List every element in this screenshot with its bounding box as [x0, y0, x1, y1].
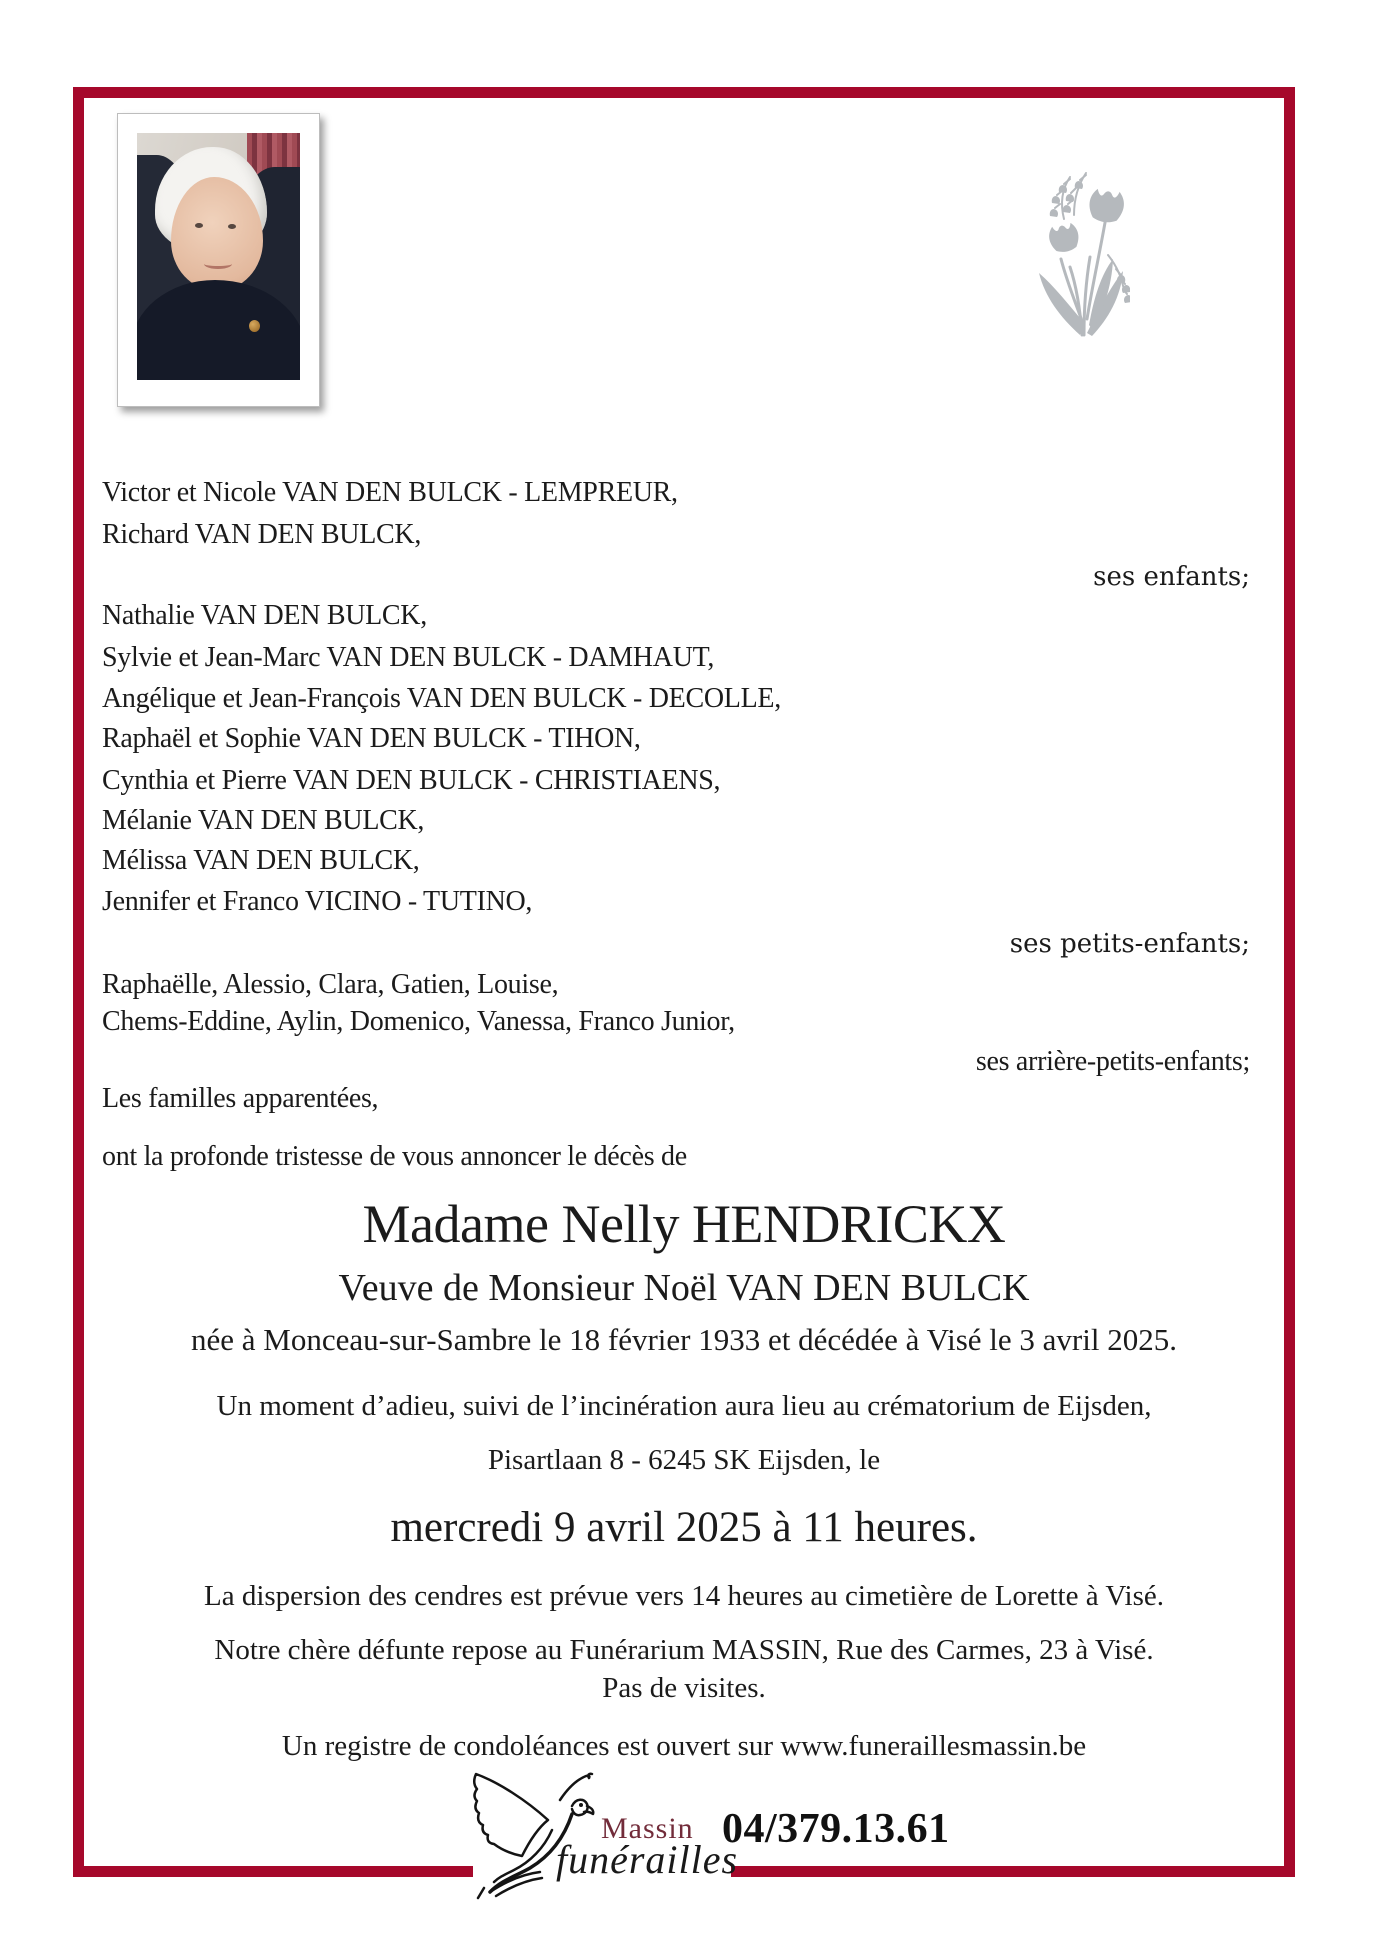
phone-number: 04/379.13.61 — [722, 1806, 950, 1852]
family-line: Richard VAN DEN BULCK, — [102, 519, 422, 550]
relation-label-grandchildren: ses petits-enfants; — [1009, 929, 1250, 959]
ceremony-intro-line: Un moment d’adieu, suivi de l’incinération aura lieu au crématorium de Eijsden, — [216, 1390, 1152, 1422]
brand-subtitle: funérailles — [556, 1837, 739, 1882]
family-line: Mélissa VAN DEN BULCK, — [102, 845, 420, 876]
family-line: Mélanie VAN DEN BULCK, — [102, 805, 425, 836]
family-line: Raphaël et Sophie VAN DEN BULCK - TIHON, — [102, 723, 641, 754]
family-line: Cynthia et Pierre VAN DEN BULCK - CHRISTIAENS, — [102, 765, 721, 796]
family-line: Jennifer et Franco VICINO - TUTINO, — [102, 886, 533, 917]
family-line: Victor et Nicole VAN DEN BULCK - LEMPREUR, — [102, 477, 678, 508]
family-line: Chems-Eddine, Aylin, Domenico, Vanessa, Franco Junior, — [102, 1006, 735, 1037]
brand-name: Massin — [601, 1812, 694, 1845]
family-line: Nathalie VAN DEN BULCK, — [102, 600, 427, 631]
photo-image — [137, 133, 300, 380]
family-line: Sylvie et Jean-Marc VAN DEN BULCK - DAMHAUT, — [102, 642, 715, 673]
announcement-intro-line: ont la profonde tristesse de vous annoncer le décès de — [102, 1141, 687, 1172]
visits-line: Pas de visites. — [602, 1672, 766, 1704]
photo-brooch — [249, 320, 260, 332]
repose-line: Notre chère défunte repose au Funérarium MASSIN, Rue des Carmes, 23 à Visé. — [214, 1634, 1154, 1666]
ashes-dispersion-line: La dispersion des cendres est prévue vers 14 heures au cimetière de Lorette à Visé. — [204, 1580, 1164, 1612]
relation-label-children: ses enfants; — [1093, 562, 1250, 592]
family-line: Angélique et Jean-François VAN DEN BULCK - DECOLLE, — [102, 683, 781, 714]
deceased-photo — [117, 113, 320, 407]
widow-line: Veuve de Monsieur Noël VAN DEN BULCK — [338, 1267, 1030, 1309]
deceased-name: Madame Nelly HENDRICKX — [362, 1194, 1006, 1254]
register-line: Un registre de condoléances est ouvert sur www.funeraillesmassin.be — [281, 1730, 1087, 1762]
tulip-bouquet-icon — [1030, 166, 1130, 340]
ceremony-datetime-line: mercredi 9 avril 2025 à 11 heures. — [390, 1504, 978, 1551]
ceremony-address-line: Pisartlaan 8 - 6245 SK Eijsden, le — [487, 1444, 881, 1476]
life-dates-line: née à Monceau-sur-Sambre le 18 février 1933 et décédée à Visé le 3 avril 2025. — [191, 1322, 1177, 1357]
family-line: Raphaëlle, Alessio, Clara, Gatien, Louise, — [102, 969, 559, 1000]
related-families-line: Les familles apparentées, — [102, 1083, 379, 1114]
relation-label-great-grandchildren: ses arrière-petits-enfants; — [975, 1046, 1250, 1077]
